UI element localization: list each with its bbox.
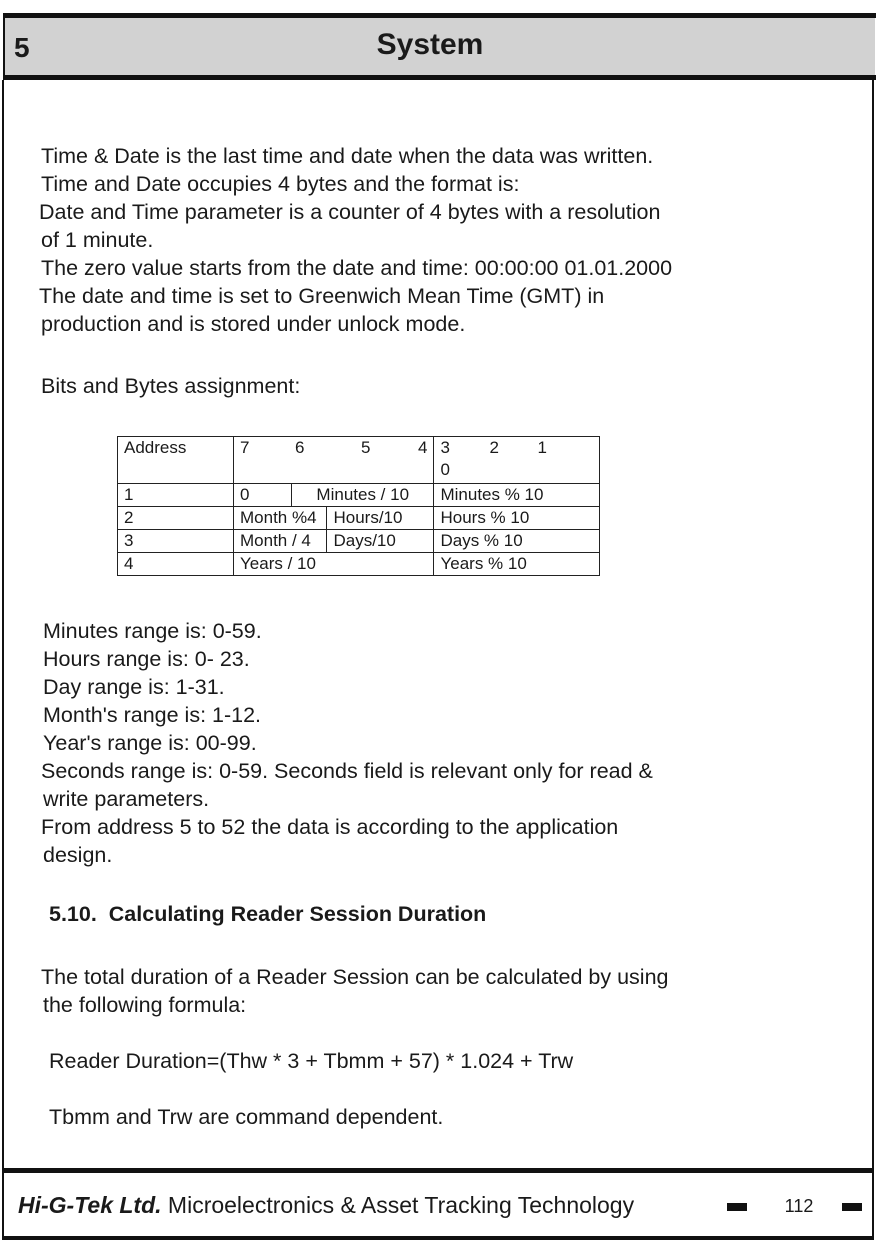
footer-tagline: Microelectronics & Asset Tracking Technology xyxy=(161,1192,635,1218)
bit-label: 2 xyxy=(489,438,499,457)
table-cell-address: 1 xyxy=(118,484,234,507)
footer-bottom-rule xyxy=(3,1236,873,1240)
bit-label: 7 xyxy=(240,438,250,457)
table-row xyxy=(118,530,600,553)
chapter-number: 5 xyxy=(14,32,30,63)
range-line: Year's range is: 00-99. xyxy=(43,731,257,755)
formula: Reader Duration=(Thw * 3 + Tbmm + 57) * 1.024 + Trw xyxy=(49,1049,574,1073)
table-header-high-bits xyxy=(234,437,434,484)
bit-label: 5 xyxy=(361,438,371,457)
page-title: System xyxy=(376,28,484,61)
table-cell: Month %4 xyxy=(234,507,327,530)
header-bottom-rule xyxy=(3,75,876,80)
range-line: Seconds range is: 0-59. Seconds field is relevant only for read & xyxy=(41,759,653,783)
table-cell: Minutes / 10 xyxy=(292,484,434,507)
footer-dash-left xyxy=(727,1203,747,1211)
intro-line: The date and time is set to Greenwich Mean Time (GMT) in xyxy=(39,284,605,308)
bits-title: Bits and Bytes assignment: xyxy=(41,374,301,398)
formula-intro-line: The total duration of a Reader Session can be calculated by using xyxy=(41,965,669,989)
table-header-row xyxy=(118,437,600,484)
footer-text xyxy=(18,1192,634,1219)
footer-top-rule xyxy=(3,1168,873,1173)
table-row xyxy=(118,507,600,530)
left-frame-rule xyxy=(2,80,4,1240)
intro-line: Time and Date occupies 4 bytes and the format is: xyxy=(41,172,520,196)
intro-line: production and is stored under unlock mode. xyxy=(41,312,466,336)
footer-dash-right xyxy=(842,1203,862,1211)
table-cell: Month / 4 xyxy=(234,530,327,553)
table-cell: Days % 10 xyxy=(434,530,600,553)
table-cell-address: 3 xyxy=(118,530,234,553)
table-cell-address: 2 xyxy=(118,507,234,530)
page-number: 112 xyxy=(784,1196,814,1216)
range-line: Month's range is: 1-12. xyxy=(43,703,262,727)
table-cell: Hours/10 xyxy=(327,507,434,530)
range-line: design. xyxy=(43,843,113,867)
table-cell: Hours % 10 xyxy=(434,507,600,530)
bit-label: 3 xyxy=(440,438,450,457)
range-line: Day range is: 1-31. xyxy=(43,675,225,699)
table-cell: Years % 10 xyxy=(434,553,600,576)
bit-label: 6 xyxy=(295,438,305,457)
formula-intro-line: the following formula: xyxy=(43,993,247,1017)
intro-line: Date and Time parameter is a counter of 4 bytes with a resolution xyxy=(39,200,661,224)
table-cell: Days/10 xyxy=(327,530,434,553)
bit-label: 1 xyxy=(537,438,547,457)
note: Tbmm and Trw are command dependent. xyxy=(49,1105,444,1129)
right-frame-rule xyxy=(872,80,874,1240)
table-row xyxy=(118,553,600,576)
range-line: Minutes range is: 0-59. xyxy=(43,619,262,643)
table-header-low-bits xyxy=(434,437,600,484)
company-name: Hi-G-Tek Ltd. xyxy=(18,1192,162,1218)
range-line: From address 5 to 52 the data is according to the application xyxy=(41,815,619,839)
table-cell: Minutes % 10 xyxy=(434,484,600,507)
section-heading xyxy=(49,902,486,927)
bit-label: 0 xyxy=(440,460,450,479)
table-cell: 0 xyxy=(234,484,292,507)
bits-bytes-table xyxy=(117,436,600,576)
range-line: Hours range is: 0- 23. xyxy=(43,647,250,671)
table-header-address: Address xyxy=(118,437,234,484)
range-line: write parameters. xyxy=(43,787,210,811)
intro-line: Time & Date is the last time and date when the data was written. xyxy=(41,144,654,168)
table-row xyxy=(118,484,600,507)
table-cell: Years / 10 xyxy=(234,553,434,576)
bit-label: 4 xyxy=(418,438,428,457)
intro-line: The zero value starts from the date and time: 00:00:00 01.01.2000 xyxy=(41,256,673,280)
section-title: Calculating Reader Session Duration xyxy=(108,902,487,926)
section-number: 5.10. xyxy=(49,902,97,926)
intro-line: of 1 minute. xyxy=(41,228,154,252)
table-cell-address: 4 xyxy=(118,553,234,576)
